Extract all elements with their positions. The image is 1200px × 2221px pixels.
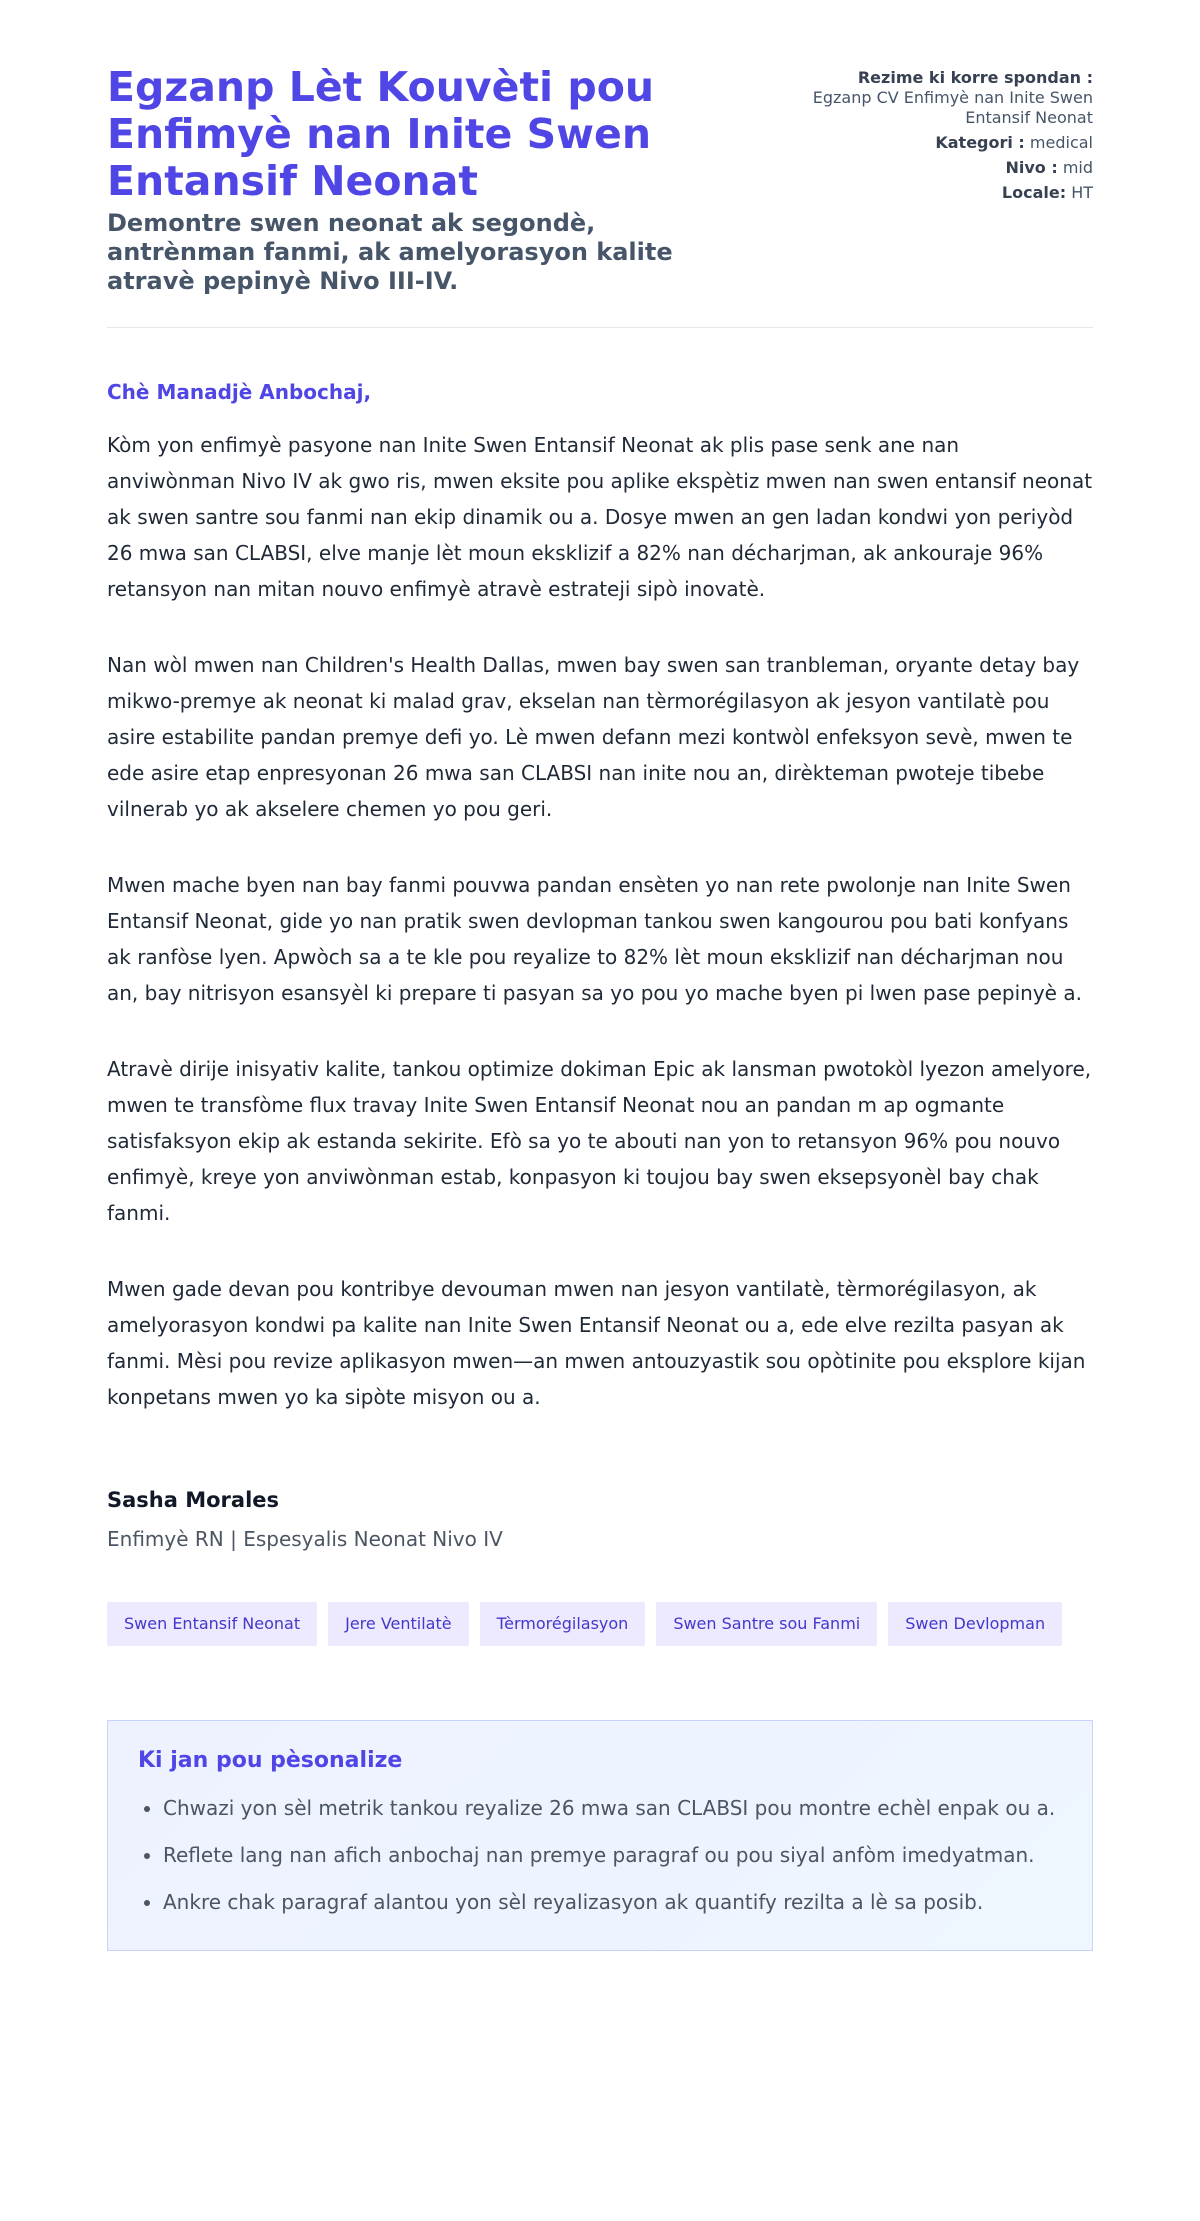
meta-panel bbox=[793, 68, 1093, 208]
meta-resume-value: Egzanp CV Enfimyè nan Inite Swen Entansif Neonat bbox=[812, 88, 1093, 127]
tip-item: • Ankre chak paragraf alantou yon sèl reyalizasyon ak quantify rezilta a lè sa posib. bbox=[163, 1885, 1062, 1920]
signature-role: Enfimyè RN | Espesyalis Neonat Nivo IV bbox=[107, 1527, 503, 1551]
document-header bbox=[107, 64, 1093, 328]
meta-level-value: mid bbox=[1062, 158, 1093, 177]
skill-tag: Jere Ventilatè bbox=[328, 1602, 469, 1646]
skill-tag: Tèrmorégilasyon bbox=[480, 1602, 646, 1646]
meta-category-label: Kategori : bbox=[935, 133, 1025, 152]
tips-list bbox=[138, 1791, 1062, 1920]
meta-resume-label: Rezime ki korre spondan : bbox=[857, 68, 1093, 87]
letter-body bbox=[107, 379, 1093, 1552]
skill-tags bbox=[107, 1602, 1093, 1646]
skill-tag: Swen Santre sou Fanmi bbox=[656, 1602, 877, 1646]
tip-item: • Chwazi yon sèl metrik tankou reyalize 26 mwa san CLABSI pou montre echèl enpak ou a. bbox=[163, 1791, 1062, 1826]
meta-locale-label: Locale: bbox=[1001, 183, 1067, 202]
letter-paragraph: Mwen mache byen nan bay fanmi pouvwa pandan ensèten yo nan rete pwolonje nan Inite Swen Entansif Neonat, gide yo nan pratik swen devlopman tankou swen kangourou pou bati konfyans ak ranfòse lyen. Apwòch sa a te kle pou reyalize to 82% lèt moun eksklizif nan décharjman nou an, bay nitrisyon esansyèl ki prepare ti pasyan sa yo pou yo mache byen pi lwen pase pepinyè a. bbox=[107, 873, 1082, 1005]
page-title: Egzanp Lèt Kouvèti pou Enfimyè nan Inite Swen Entansif Neonat bbox=[107, 63, 655, 205]
meta-resume bbox=[793, 68, 1093, 128]
salutation: Chè Manadjè Anbochaj, bbox=[107, 380, 372, 404]
customization-tips bbox=[107, 1720, 1093, 1951]
meta-locale bbox=[793, 183, 1093, 203]
meta-level bbox=[793, 158, 1093, 178]
tips-title: Ki jan pou pèsonalize bbox=[138, 1748, 403, 1773]
signature-name: Sasha Morales bbox=[107, 1488, 280, 1512]
letter-paragraph: Mwen gade devan pou kontribye devouman mwen nan jesyon vantilatè, tèrmorégilasyon, ak amelyorasyon kondwi pa kalite nan Inite Swen Entansif Neonat ou a, ede elve rezilta pasyan ak fanmi. Mèsi pou revize aplikasyon mwen—an mwen antouzyastik sou opòtinite pou eksplore kijan konpetans mwen yo ka sipòte misyon ou a. bbox=[107, 1277, 1086, 1409]
letter-paragraph: Nan wòl mwen nan Children's Health Dallas, mwen bay swen san tranbleman, oryante detay bay mikwo-premye ak neonat ki malad grav, ekselan nan tèrmorégilasyon ak jesyon vantilatè pou asire estabilite pandan premye defi yo. Lè mwen defann mezi kontwòl enfeksyon sevè, mwen te ede asire etap enpresyonan 26 mwa san CLABSI nan inite nou an, dirèkteman pwoteje tibebe vilnerab yo ak akselere chemen yo pou geri. bbox=[107, 653, 1080, 821]
skill-tag: Swen Devlopman bbox=[888, 1602, 1062, 1646]
tip-item: • Reflete lang nan afich anbochaj nan premye paragraf ou pou siyal anfòm imedyatman. bbox=[163, 1838, 1062, 1873]
letter-paragraph: Atravè dirije inisyativ kalite, tankou optimize dokiman Epic ak lansman pwotokòl lyezon amelyore, mwen te transfòme flux travay Inite Swen Entansif Neonat nou an pandan m ap ogmante satisfaksyon ekip ak estanda sekirite. Efò sa yo te abouti nan yon to retansyon 96% pou nouvo enfimyè, kreye yon anviwònman estab, konpasyon ki toujou bay swen eksepsyonèl bay chak fanmi. bbox=[107, 1057, 1092, 1225]
page-subtitle: Demontre swen neonat ak segondè, antrènman fanmi, ak amelyorasyon kalite atravè pepinyè Nivo III-IV. bbox=[107, 209, 673, 295]
meta-level-label: Nivo : bbox=[1005, 158, 1058, 177]
meta-locale-value: HT bbox=[1071, 183, 1093, 202]
meta-category-value: medical bbox=[1029, 133, 1093, 152]
title-block bbox=[107, 64, 727, 296]
skill-tag: Swen Entansif Neonat bbox=[107, 1602, 317, 1646]
letter-paragraph: Kòm yon enfimyè pasyone nan Inite Swen Entansif Neonat ak plis pase senk ane nan anviwònman Nivo IV ak gwo ris, mwen eksite pou aplike ekspètiz mwen nan swen entansif neonat ak swen santre sou fanmi nan ekip dinamik ou a. Dosye mwen an gen ladan kondwi yon periyòd 26 mwa san CLABSI, elve manje lèt moun eksklizif a 82% nan décharjman, ak ankouraje 96% retansyon nan mitan nouvo enfimyè atravè estrateji sipò inovatè. bbox=[107, 433, 1093, 601]
meta-category bbox=[793, 133, 1093, 153]
